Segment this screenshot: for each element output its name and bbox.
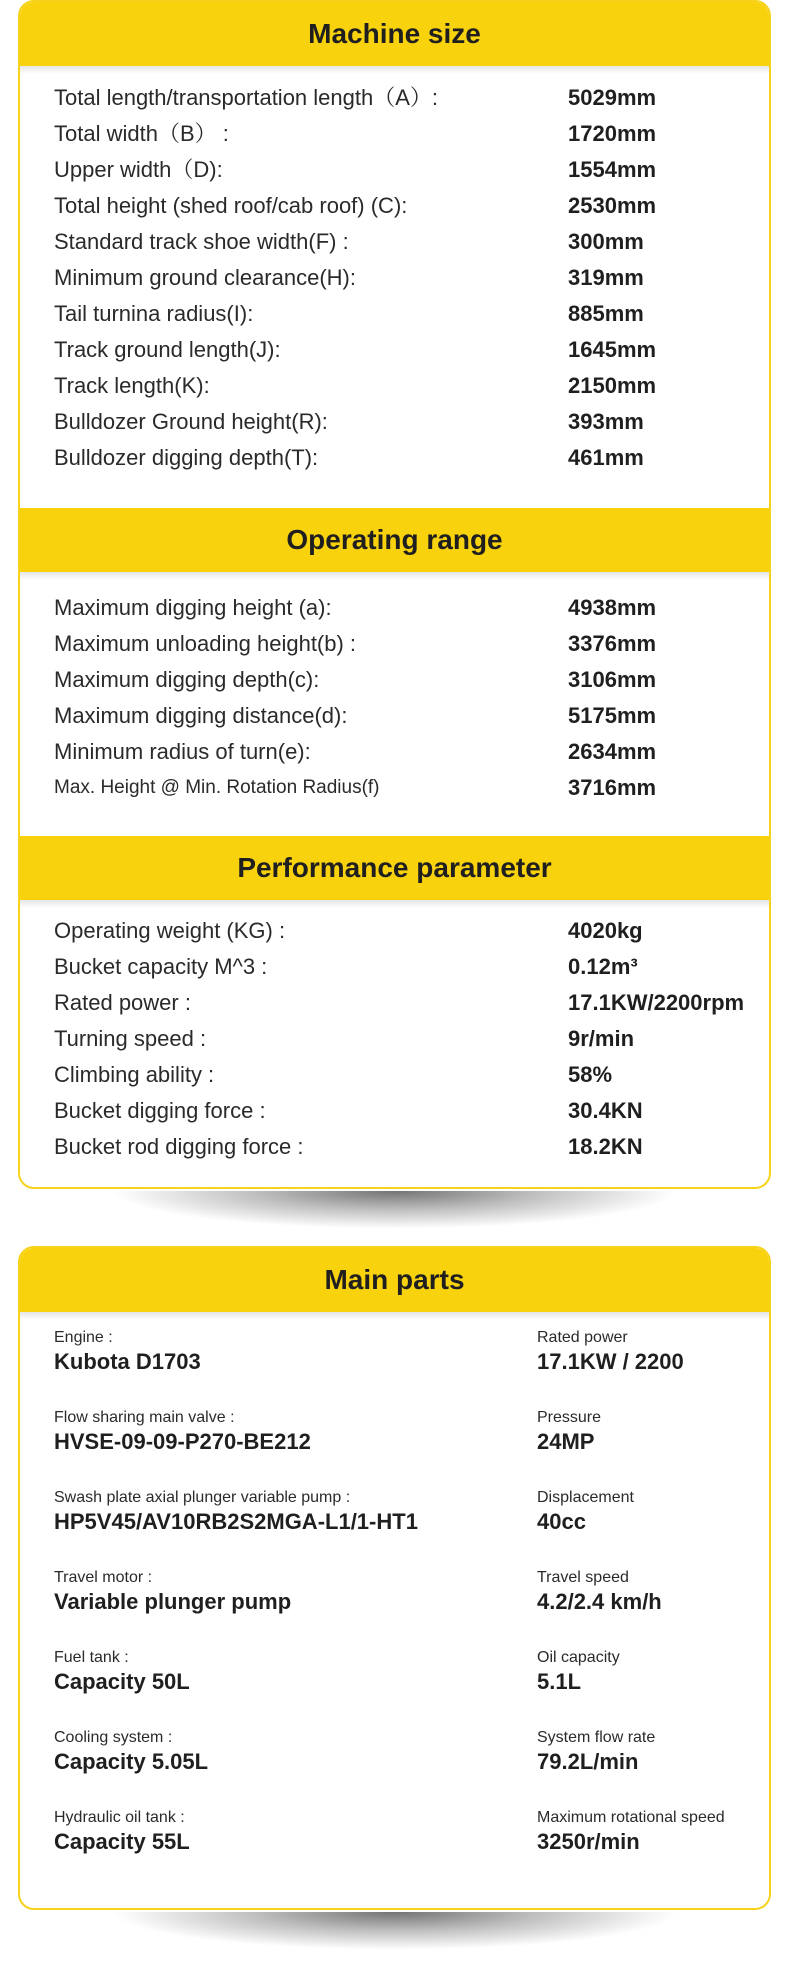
spec-label: Max. Height @ Min. Rotation Radius(f): [54, 777, 380, 798]
part-value: 17.1KW / 2200: [537, 1349, 684, 1374]
machine-size-header: Machine size: [20, 2, 769, 66]
spec-value: 461mm: [568, 445, 644, 470]
part-value: 40cc: [537, 1509, 586, 1534]
spec-label: Maximum unloading height(b) :: [54, 631, 357, 656]
part-value: HP5V45/AV10RB2S2MGA-L1/1-HT1: [54, 1509, 418, 1534]
spec-label: Maximum digging height (a):: [54, 595, 332, 620]
spec-row: [54, 770, 769, 806]
spec-label: Maximum digging distance(d):: [54, 703, 348, 728]
spec-row: [54, 368, 769, 404]
part-caption: Engine :: [54, 1329, 113, 1346]
spec-label: Bulldozer Ground height(R):: [54, 409, 328, 434]
spec-label: Bucket digging force :: [54, 1098, 266, 1123]
spec-value: 300mm: [568, 229, 644, 254]
spec-label: Maximum digging depth(c):: [54, 667, 320, 692]
spec-label: Turning speed :: [54, 1026, 207, 1051]
spec-label: Bulldozer digging depth(T):: [54, 445, 319, 470]
specifications-card: [18, 0, 771, 1189]
spec-label: Bucket rod digging force :: [54, 1134, 304, 1159]
part-caption: System flow rate: [537, 1729, 656, 1746]
spec-row: [54, 116, 769, 152]
spec-value: 4020kg: [568, 918, 643, 943]
part-value: 79.2L/min: [537, 1749, 639, 1774]
spec-label: Climbing ability :: [54, 1062, 215, 1087]
spec-row: [54, 224, 769, 260]
part-left: [54, 1648, 190, 1696]
spec-label: Tail turnina radius(I):: [54, 301, 254, 326]
part-caption: Fuel tank :: [54, 1649, 129, 1666]
spec-value: 2150mm: [568, 373, 657, 398]
part-left: [54, 1808, 190, 1856]
part-caption: Hydraulic oil tank :: [54, 1809, 185, 1826]
spec-value: 30.4KN: [568, 1098, 643, 1123]
spec-row: [54, 1129, 769, 1165]
spec-row: [54, 188, 769, 224]
spec-row: [54, 152, 769, 188]
part-value: 5.1L: [537, 1669, 582, 1694]
part-right: [537, 1408, 601, 1456]
spec-value: 18.2KN: [568, 1134, 643, 1159]
spec-row: [54, 698, 769, 734]
spec-value: 58%: [568, 1062, 613, 1087]
part-caption: Travel motor :: [54, 1569, 153, 1586]
part-caption: Travel speed: [537, 1569, 629, 1586]
main-parts-header: Main parts: [20, 1248, 769, 1312]
part-left: [54, 1568, 291, 1616]
part-caption: Displacement: [537, 1489, 634, 1506]
part-caption: Swash plate axial plunger variable pump :: [54, 1489, 351, 1506]
part-value: Capacity 5.05L: [54, 1749, 209, 1774]
spec-value: 9r/min: [568, 1026, 635, 1051]
spec-value: 2530mm: [568, 193, 657, 218]
spec-row: [54, 404, 769, 440]
spec-row: [54, 1057, 769, 1093]
part-caption: Flow sharing main valve :: [54, 1409, 235, 1426]
spec-label: Minimum ground clearance(H):: [54, 265, 356, 290]
part-value: Variable plunger pump: [54, 1589, 292, 1614]
spec-row: [54, 949, 769, 985]
part-value: 4.2/2.4 km/h: [537, 1589, 662, 1614]
spec-row: [54, 1021, 769, 1057]
spec-row: [54, 626, 769, 662]
card-shadow: [110, 1912, 680, 1950]
part-caption: Cooling system :: [54, 1729, 173, 1746]
spec-label: Total width（B） :: [54, 121, 229, 146]
operating-range-header: Operating range: [20, 508, 769, 572]
part-left: [54, 1488, 418, 1536]
part-value: Capacity 50L: [54, 1669, 190, 1694]
part-left: [54, 1328, 201, 1376]
spec-row: [54, 440, 769, 476]
part-right: [537, 1568, 662, 1616]
spec-value: 1554mm: [568, 157, 657, 182]
spec-value: 5175mm: [568, 703, 657, 728]
spec-label: Upper width（D):: [54, 157, 223, 182]
spec-label: Standard track shoe width(F) :: [54, 229, 349, 254]
spec-value: 4938mm: [568, 595, 657, 620]
spec-row: [54, 590, 769, 626]
part-right: [537, 1648, 620, 1696]
spec-label: Track length(K):: [54, 373, 210, 398]
spec-value: 3716mm: [568, 775, 657, 800]
card-shadow: [110, 1191, 680, 1229]
part-caption: Maximum rotational speed: [537, 1809, 725, 1826]
part-value: Capacity 55L: [54, 1829, 190, 1854]
spec-value: 5029mm: [568, 85, 657, 110]
spec-label: Track ground length(J):: [54, 337, 281, 362]
spec-value: 885mm: [568, 301, 644, 326]
part-value: 24MP: [537, 1429, 595, 1454]
spec-row: [54, 662, 769, 698]
spec-label: Rated power :: [54, 990, 191, 1015]
part-right: [537, 1488, 634, 1536]
spec-row: [54, 296, 769, 332]
part-right: [537, 1808, 725, 1856]
part-right: [537, 1328, 684, 1376]
spec-row: [54, 913, 769, 949]
spec-value: 393mm: [568, 409, 644, 434]
spec-row: [54, 260, 769, 296]
spec-value: 2634mm: [568, 739, 657, 764]
part-left: [54, 1728, 208, 1776]
part-caption: Pressure: [537, 1409, 602, 1426]
part-left: [54, 1408, 311, 1456]
spec-label: Total height (shed roof/cab roof) (C):: [54, 193, 408, 218]
part-caption: Oil capacity: [537, 1649, 620, 1666]
part-right: [537, 1728, 655, 1776]
spec-row: [54, 985, 769, 1021]
spec-label: Operating weight (KG) :: [54, 918, 286, 943]
performance-parameter-header: Performance parameter: [20, 836, 769, 900]
spec-label: Total length/transportation length（A）:: [54, 85, 439, 110]
spec-value: 1645mm: [568, 337, 657, 362]
spec-value: 3106mm: [568, 667, 657, 692]
spec-label: Minimum radius of turn(e):: [54, 739, 311, 764]
spec-value: 3376mm: [568, 631, 657, 656]
spec-row: [54, 332, 769, 368]
spec-row: [54, 80, 769, 116]
spec-value: 0.12m³: [568, 954, 638, 979]
spec-row: [54, 734, 769, 770]
spec-row: [54, 1093, 769, 1129]
part-value: HVSE-09-09-P270-BE212: [54, 1429, 311, 1454]
spec-value: 17.1KW/2200rpm: [568, 990, 745, 1015]
spec-label: Bucket capacity M^3 :: [54, 954, 268, 979]
part-value: 3250r/min: [537, 1829, 640, 1854]
part-value: Kubota D1703: [54, 1349, 201, 1374]
main-parts-card: [18, 1246, 771, 1910]
spec-value: 319mm: [568, 265, 644, 290]
part-caption: Rated power: [537, 1329, 628, 1346]
spec-value: 1720mm: [568, 121, 657, 146]
